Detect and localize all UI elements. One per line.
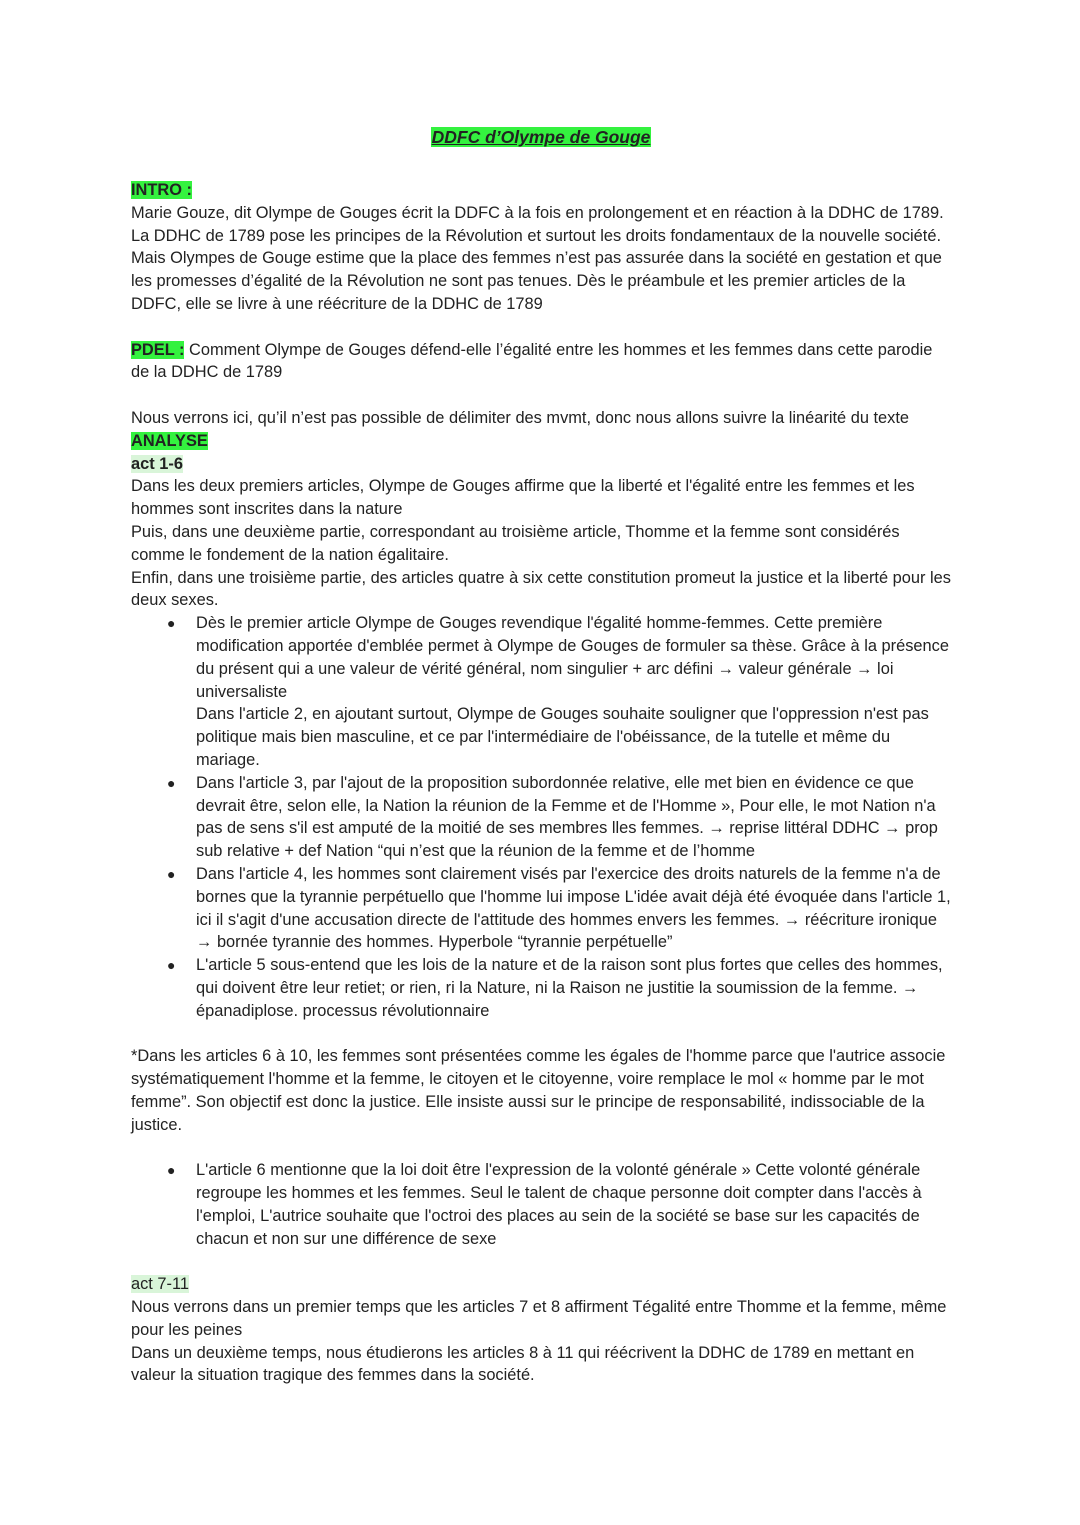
bullet-text: Dès le premier article Olympe de Gouges revendique l'égalité homme-femmes. Cette première modification apportée d'emblée permet à Olympe de Gouges de formuler sa thèse. Grâce à la présence du présent qui a une valeur de vérité général, nom singulier + arc défini → valeur générale → loi universaliste [196,614,949,701]
bullet-list-article-6 [131,1159,951,1250]
bullet-item [167,954,951,1022]
pdel-label: PDEL : [131,340,185,359]
bullet-text: Dans l'article 4, les hommes sont clairement visés par l'exercice des droits naturels de la femme n'a de bornes que la tyrannie perpétuello que l'homme lui impose L'idée avait déjà été évoquée dans l'article 1, ici il s'agit d'une accusation directe de l'attitude des hommes envers les femmes. → réécriture ironique → bornée tyrannie des hommes. Hyperbole “tyrannie perpétuelle” [196,864,951,952]
bullet-text: L'article 6 mentionne que la loi doit être l'expression de la volonté générale » Cette volonté générale regroupe les hommes et les femmes. Seul le talent de chaque personne doit compter dans l'accès à l'emploi, L'autrice souhaite que l'octroi des places au sein de la société se base sur les capacités de chacun et non sur une différence de sexe [196,1161,922,1248]
act1-label-line [131,453,951,476]
bullet-item [167,612,951,772]
pdel-paragraph [131,339,951,385]
intro-paragraph: Marie Gouze, dit Olympe de Gouges écrit la DDFC à la fois en prolongement et en réaction à la DDHC de 1789. La DDHC de 1789 pose les principes de la Révolution et surtout les droits fondamentaux de la nouvelle société. Mais Olympes de Gouge estime que la place des femmes n’est pas assurée dans la société en gestation et que les promesses d’égalité de la Révolution ne sont pas tenues. Dès le préambule et les premier articles de la DDFC, elle se livre à une réécriture de la DDHC de 1789 [131,203,944,313]
bullet-dot-icon: ● [167,865,176,882]
analyse-label-line [131,430,951,453]
bullet-text: Dans l'article 3, par l'ajout de la proposition subordonnée relative, elle met bien en évidence ce que devrait être, selon elle, la Nation la réunion de la Femme et de l'Homme », Pour elle, le mot Nation n'a pas de sens s'il est amputé de la moitié de ses membres lles femmes. → reprise littéral DDHC → prop sub relative + def Nation “qui n’est que la réunion de la femme et de l’homme [196,773,938,861]
bullet-dot-icon: ● [167,615,176,632]
intro-label: INTRO : [131,181,193,199]
analyse-paragraph-1: Dans les deux premiers articles, Olympe de Gouges affirme que la liberté et l'égalité entre les femmes et les hommes sont inscrites dans la nature [131,477,915,519]
act1-label: act 1-6 [131,454,183,473]
spacer [131,1136,951,1159]
bullet-text: L'article 5 sous-entend que les lois de la nature et de la raison sont plus fortes que celles des hommes, qui doivent être leur retiet; or rien, ri la Nature, ni la Raison ne justitie la soumission de la femme. → épanadiplose. processus révolutionnaire [196,956,943,1020]
act2-label-line [131,1273,951,1296]
spacer [131,1250,951,1273]
bullet-dot-icon: ● [167,774,176,791]
analyse-paragraph-3: Enfin, dans une troisième partie, des articles quatre à six cette constitution promeut la justice et la liberté pour les deux sexes. [131,568,951,610]
analyse-paragraph-2: Puis, dans une deuxième partie, correspondant au troisième article, Thomme et la femme sont considérés comme le fondement de la nation égalitaire. [131,522,900,564]
method-line: Nous verrons ici, qu’il n’est pas possible de délimiter des mvmt, donc nous allons suivre la linéarité du texte [131,408,910,427]
title-row [131,126,951,149]
analyse-paragraph-6: Dans un deuxième temps, nous étudierons les articles 8 à 11 qui réécrivent la DDHC de 1789 en mettant en valeur la situation tragique des femmes dans la société. [131,1343,915,1385]
pdel-text: Comment Olympe de Gouges défend-elle l’égalité entre les hommes et les femmes dans cette parodie de la DDHC de 1789 [131,340,933,382]
document-page [131,126,951,1387]
bullet-item [167,863,951,954]
spacer [131,384,951,407]
bullet-subtext: Dans l'article 2, en ajoutant surtout, Olympe de Gouges souhaite souligner que l'oppression n'est pas politique mais bien masculine, et ce par l'intermédiaire de l'obéissance, de la tutelle et même du mariage. [196,705,929,769]
bullet-item [167,1159,951,1250]
bullet-dot-icon: ● [167,1162,176,1179]
bullet-item [167,772,951,863]
document-title: DDFC d’Olympe de Gouge [431,127,651,147]
bullet-list-articles-1-5 [131,612,951,1022]
analyse-paragraph-5: Nous verrons dans un premier temps que les articles 7 et 8 affirment Tégalité entre Thomme et la femme, même pour les peines [131,1298,947,1339]
analyse-paragraph-4: *Dans les articles 6 à 10, les femmes sont présentées comme les égales de l'homme parce que l'autrice associe systématiquement l'homme et la femme, le citoyen et le citoyenne, voire remplace le mol « homme par le mot femme”. Son objectif est donc la justice. Elle insiste aussi sur le principe de responsabilité, indissociable de la justice. [131,1047,946,1134]
spacer [131,316,951,339]
analyse-label: ANALYSE [131,431,208,450]
intro-label-line [131,179,951,202]
spacer [131,1022,951,1045]
act2-label: act 7-11 [131,1275,190,1294]
bullet-dot-icon: ● [167,957,176,974]
